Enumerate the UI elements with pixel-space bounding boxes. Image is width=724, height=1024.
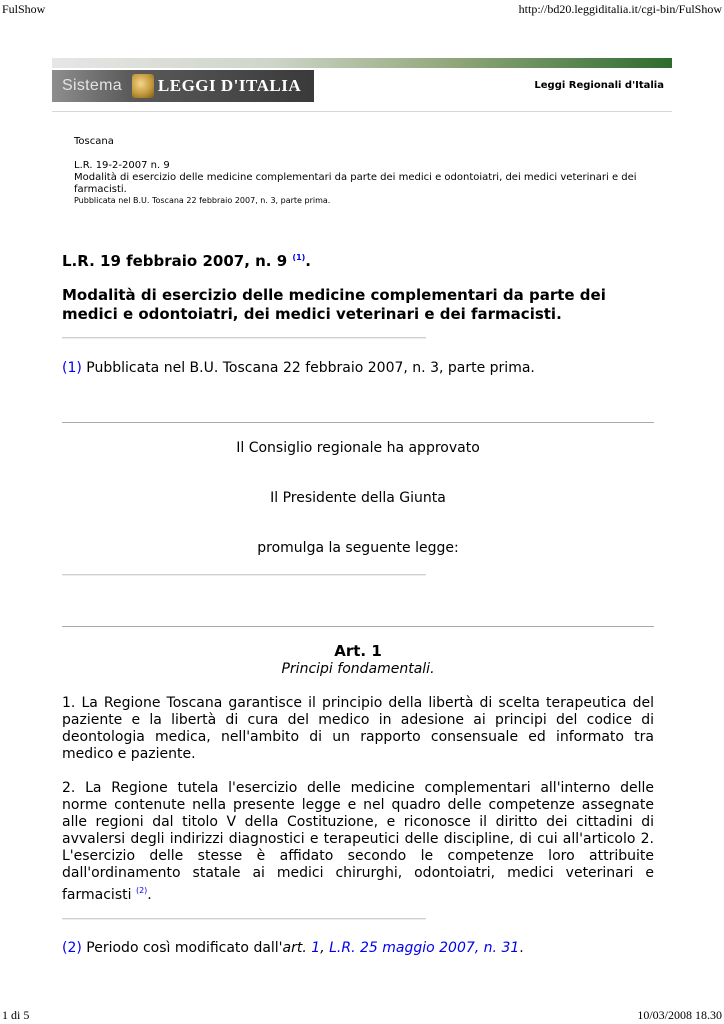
footnote-2-comma: , <box>320 940 330 956</box>
law-title-text: L.R. 19 febbraio 2007, n. 9 <box>62 252 288 270</box>
article-paragraph-2-text: 2. La Regione tutela l'esercizio delle medicine complementari all'interno delle norme contenute nella presente legge e nel quadro delle competenze assegnate alle regioni dal titolo V della Costituzione, e riconosce il diritto dei cittadini di avvalersi degli indirizzi diagnostici e terapeutici delle discipline, di cui all'articolo 2. L'esercizio delle stesse è affidato secondo le competenze loro attribuite dall'ordinamento statale ai medici chirurghi, odontoiatri, medici veterinari e farmacisti <box>62 780 654 903</box>
footnote-1 <box>62 360 535 376</box>
banner-brand-text: LEGGI D'ITALIA <box>157 76 302 95</box>
print-timestamp: 10/03/2008 18.30 <box>637 1008 722 1022</box>
divider <box>62 422 654 423</box>
site-header <box>52 58 672 112</box>
footnote-2 <box>62 940 524 956</box>
meta-region: Toscana <box>74 136 114 147</box>
article-title: Principi fondamentali. <box>281 661 435 677</box>
print-header-url: http://bd20.leggiditalia.it/cgi-bin/FulShow <box>518 2 722 16</box>
law-subtitle: Modalità di esercizio delle medicine complementari da parte dei medici e odontoiatri, dei medici veterinari e dei farmacisti. <box>62 286 606 323</box>
divider <box>62 337 426 339</box>
banner-sistema-text: Sistema <box>62 77 122 94</box>
section-title: Leggi Regionali d'Italia <box>534 80 664 91</box>
footnote-2-marker-link[interactable]: (2) <box>62 940 82 956</box>
footnote-2-art-word: art. <box>282 940 307 956</box>
law-31-2007-link[interactable]: L.R. 25 maggio 2007, n. 31 <box>329 940 520 956</box>
article-paragraph-2-punct: . <box>147 887 152 903</box>
divider <box>62 918 426 920</box>
law-title-punct: . <box>305 252 311 270</box>
site-logo-banner[interactable] <box>52 70 314 102</box>
law-title <box>62 252 311 270</box>
article-paragraph-1: 1. La Regione Toscana garantisce il principio della libertà di scelta terapeutica del paziente e la libertà di cura del medico in adesione ai principi del codice di deontologia medica, nell'ambito di un rapporto consensuale ed informato tra medico e paziente. <box>62 695 654 762</box>
footnote-1-ref-link[interactable]: (1) <box>292 253 306 262</box>
promulgation-line-3: promulga la seguente legge: <box>257 540 459 556</box>
seal-icon <box>132 74 154 98</box>
divider <box>62 574 426 576</box>
print-header-left: FulShow <box>2 2 46 16</box>
promulgation-line-2: Il Presidente della Giunta <box>270 490 446 506</box>
footnote-1-marker-link[interactable]: (1) <box>62 360 82 376</box>
article-number: Art. 1 <box>334 642 382 660</box>
meta-publication: Pubblicata nel B.U. Toscana 22 febbraio 2007, n. 3, parte prima. <box>74 196 331 205</box>
print-page-count: 1 di 5 <box>2 1008 30 1022</box>
header-gradient-strip <box>52 58 672 68</box>
promulgation-line-1: Il Consiglio regionale ha approvato <box>236 440 480 456</box>
divider <box>62 626 654 627</box>
meta-subject: Modalità di esercizio delle medicine complementari da parte dei medici e odontoiatri, dei medici veterinari e dei farmacisti. <box>74 172 637 195</box>
footnote-2-ref-link[interactable]: (2) <box>135 886 148 895</box>
article-paragraph-2 <box>62 780 654 904</box>
footnote-2-end: . <box>519 940 524 956</box>
footnote-1-text: Pubblicata nel B.U. Toscana 22 febbraio 2007, n. 3, parte prima. <box>81 360 535 376</box>
article-1-link[interactable]: 1 <box>311 940 321 956</box>
footnote-2-text: Periodo così modificato dall' <box>81 940 283 956</box>
meta-law-ref: L.R. 19-2-2007 n. 9 <box>74 160 170 171</box>
